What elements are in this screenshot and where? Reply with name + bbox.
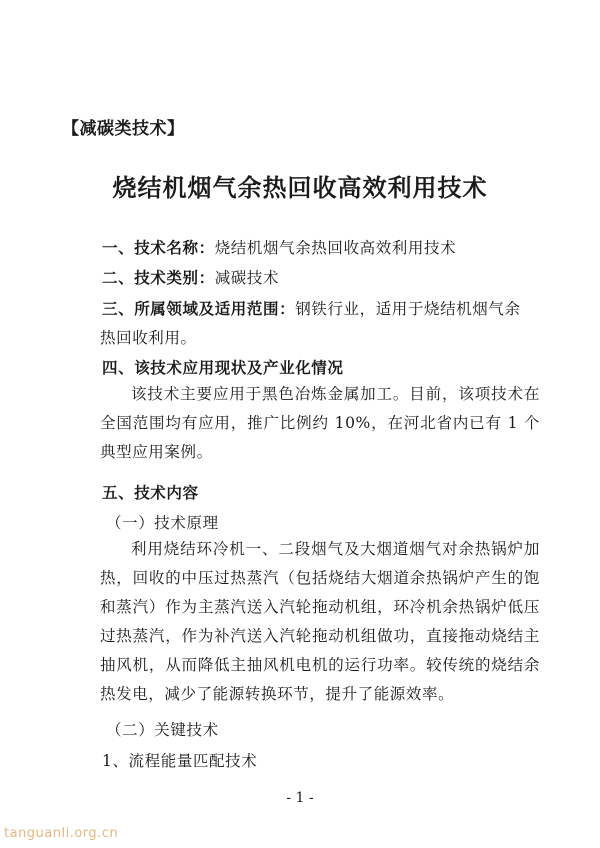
category-label: 【减碳类技术】	[62, 119, 185, 139]
status-heading: 四、该技术应用现状及产业化情况	[102, 358, 344, 377]
content-heading: 五、技术内容	[102, 483, 199, 502]
application-scope-value-line1: 钢铁行业，适用于烧结机烟气余	[295, 300, 521, 318]
principle-paragraph: 利用烧结环冷机一、二段烟气及大烟道烟气对余热锅炉加热，回收的中压过热蒸汽（包括烧结大烟道余热锅炉产生的饱和蒸汽）作为主蒸汽送入汽轮拖动机组，环冷机余热锅炉低压过热蒸汽，作为补汽送入汽轮拖动机组做功，直接拖动烧结主抽风机，从而降低主抽风机电机的运行功率。较传统的烧结余热发电，减少了能源转换环节，提升了能源效率。	[100, 540, 540, 703]
application-scope-label: 三、所属领域及适用范围：	[102, 299, 296, 318]
watermark: tanguanli.org.cn	[4, 826, 119, 841]
technology-type-value: 减碳技术	[214, 269, 280, 287]
section-technology-type	[102, 266, 279, 288]
technology-name-value: 烧结机烟气余热回收高效利用技术	[214, 239, 457, 257]
page-number: - 1 -	[286, 790, 314, 806]
technology-name-label: 一、技术名称：	[102, 238, 215, 257]
key-technology-heading: （二）关键技术	[106, 721, 219, 739]
key-technology-item-1: 1、流程能量匹配技术	[102, 752, 258, 770]
technology-type-label: 二、技术类别：	[102, 268, 215, 287]
document-title: 烧结机烟气余热回收高效利用技术	[112, 173, 488, 202]
application-scope-value-line2: 热回收利用。	[100, 329, 197, 347]
status-paragraph: 该技术主要应用于黑色冶炼金属加工。目前，该项技术在全国范围均有应用，推广比例约 10%，在河北省内已有 1 个典型应用案例。	[100, 385, 540, 461]
principle-heading: （一）技术原理	[106, 514, 219, 532]
section-application-scope	[102, 297, 521, 319]
section-technology-name	[102, 236, 456, 258]
